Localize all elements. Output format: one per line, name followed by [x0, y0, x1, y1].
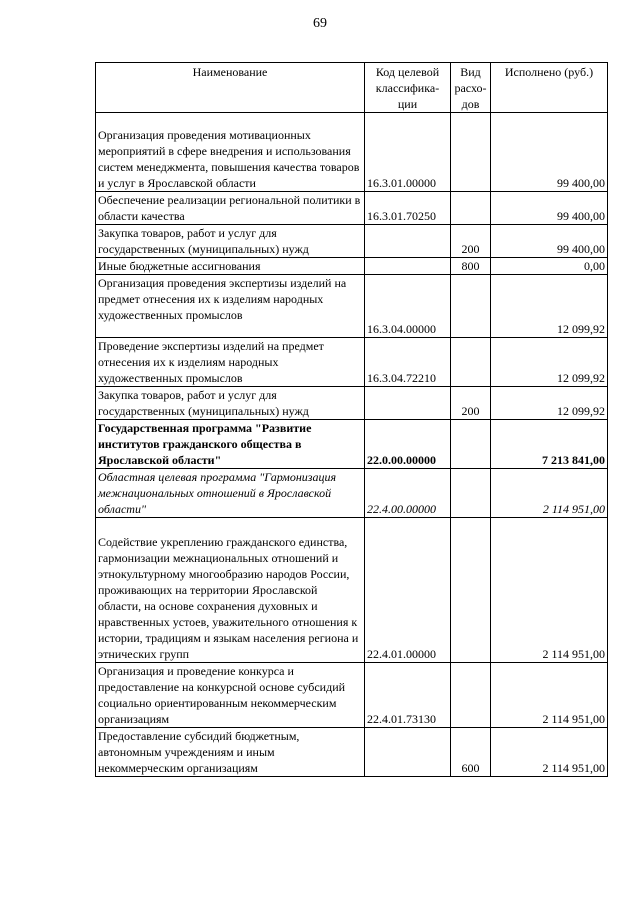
row-vid: 800 [451, 258, 491, 275]
row-name: Проведение экспертизы изделий на предмет отнесения их к изделиям народных художественных промыслов [96, 338, 365, 387]
row-name: Обеспечение реализации региональной политики в области качества [96, 192, 365, 225]
table-header-row [96, 63, 608, 113]
header-name: Наименование [96, 63, 365, 113]
row-name: Закупка товаров, работ и услуг для государственных (муниципальных) нужд [96, 387, 365, 420]
table-row [96, 113, 608, 192]
row-name: Содействие укреплению гражданского единства, гармонизации межнациональных отношений и этнокультурному многообразию народов России, проживающих на территории Ярославской области, на основе сохранения духовных и нравственных устоев, уважительного отношения к истории, традициям и языкам населения региона и этнических групп [96, 518, 365, 663]
row-vid: 200 [451, 225, 491, 258]
table-row [96, 728, 608, 777]
row-code [365, 225, 451, 258]
header-code: Код целевой классифика-ции [365, 63, 451, 113]
table-row [96, 225, 608, 258]
row-name: Организация проведения экспертизы изделий на предмет отнесения их к изделиям народных художественных промыслов [96, 275, 365, 338]
row-code [365, 728, 451, 777]
row-code: 22.4.01.73130 [365, 663, 451, 728]
row-vid: 200 [451, 387, 491, 420]
row-sum: 7 213 841,00 [491, 420, 608, 469]
row-name: Государственная программа "Развитие институтов гражданского общества в Ярославской области" [96, 420, 365, 469]
row-sum: 12 099,92 [491, 275, 608, 338]
table-row [96, 387, 608, 420]
row-code [365, 258, 451, 275]
table-row [96, 192, 608, 225]
row-vid [451, 420, 491, 469]
header-vid: Вид расхо-дов [451, 63, 491, 113]
table-row [96, 663, 608, 728]
row-sum: 2 114 951,00 [491, 728, 608, 777]
row-vid [451, 113, 491, 192]
row-code: 16.3.04.00000 [365, 275, 451, 338]
row-name: Иные бюджетные ассигнования [96, 258, 365, 275]
table-row [96, 420, 608, 469]
table-row [96, 338, 608, 387]
row-vid [451, 338, 491, 387]
table-row [96, 275, 608, 338]
row-code: 22.4.01.00000 [365, 518, 451, 663]
row-code: 16.3.04.72210 [365, 338, 451, 387]
row-code: 22.4.00.00000 [365, 469, 451, 518]
row-name: Организация и проведение конкурса и предоставление на конкурсной основе субсидий социально ориентированным некоммерческим организациям [96, 663, 365, 728]
row-code: 16.3.01.70250 [365, 192, 451, 225]
budget-execution-table [95, 62, 608, 777]
row-name: Закупка товаров, работ и услуг для государственных (муниципальных) нужд [96, 225, 365, 258]
row-sum: 99 400,00 [491, 113, 608, 192]
row-name: Предоставление субсидий бюджетным, автономным учреждениям и иным некоммерческим организациям [96, 728, 365, 777]
table-row [96, 469, 608, 518]
row-sum: 2 114 951,00 [491, 663, 608, 728]
row-sum: 2 114 951,00 [491, 518, 608, 663]
row-vid [451, 663, 491, 728]
row-vid [451, 518, 491, 663]
header-sum: Исполнено (руб.) [491, 63, 608, 113]
table-row [96, 518, 608, 663]
row-vid [451, 192, 491, 225]
row-sum: 12 099,92 [491, 338, 608, 387]
row-vid: 600 [451, 728, 491, 777]
row-name: Областная целевая программа "Гармонизация межнациональных отношений в Ярославской области" [96, 469, 365, 518]
row-sum: 99 400,00 [491, 192, 608, 225]
row-vid [451, 469, 491, 518]
row-code: 16.3.01.00000 [365, 113, 451, 192]
row-sum: 0,00 [491, 258, 608, 275]
row-sum: 99 400,00 [491, 225, 608, 258]
row-code: 22.0.00.00000 [365, 420, 451, 469]
row-sum: 2 114 951,00 [491, 469, 608, 518]
row-sum: 12 099,92 [491, 387, 608, 420]
row-code [365, 387, 451, 420]
row-vid [451, 275, 491, 338]
page-number: 69 [313, 16, 327, 31]
row-name: Организация проведения мотивационных мероприятий в сфере внедрения и использования систем менеджмента, повышения качества товаров и услуг в Ярославской области [96, 113, 365, 192]
table-row [96, 258, 608, 275]
